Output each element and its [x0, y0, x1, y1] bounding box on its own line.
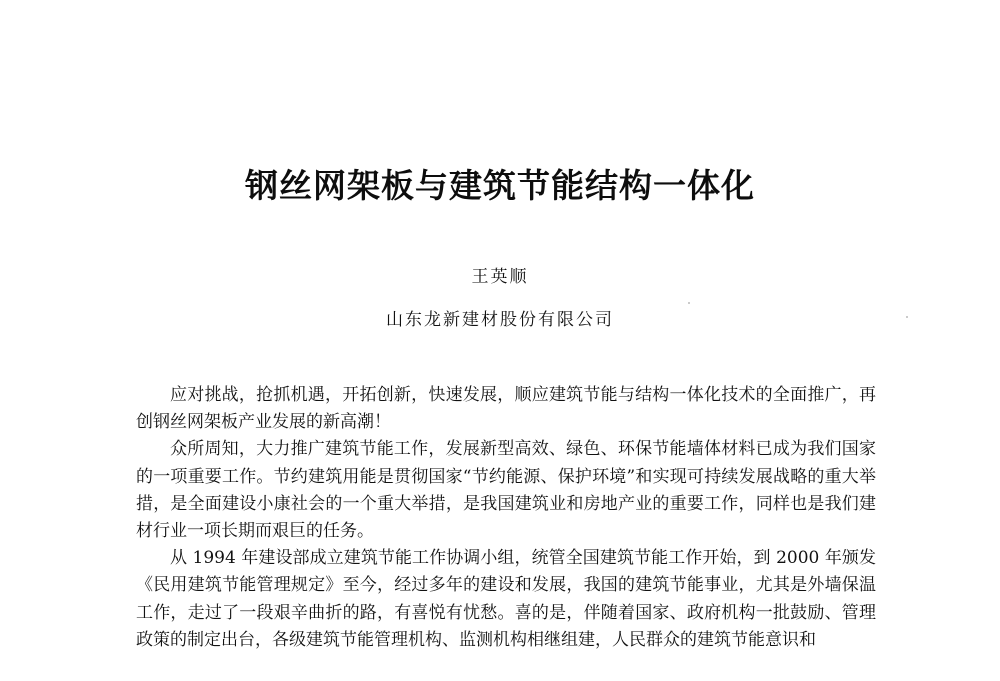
scan-speck: [906, 316, 908, 318]
author-affiliation: 山东龙新建材股份有限公司: [386, 310, 614, 330]
paragraph-1: 应对挑战，抢抓机遇，开拓创新，快速发展，顺应建筑节能与结构一体化技术的全面推广，再创钢丝网架板产业发展的新高潮！: [136, 385, 876, 433]
author-name: 王英顺: [471, 267, 529, 287]
body-text: [136, 382, 876, 654]
paragraph-3: 从 1994 年建设部成立建筑节能工作协调小组，统管全国建筑节能工作开始，到 2000 年颁发《民用建筑节能管理规定》至今，经过多年的建设和发展，我国的建筑节能事业，尤其是外墙保温工作，走过了一段艰辛曲折的路，有喜悦有忧愁。喜的是，伴随着国家、政府机构一批鼓励、管理政策的制定出台，各级建筑节能管理机构、监测机构相继组建，人民群众的建筑节能意识和: [136, 548, 876, 650]
paragraph-2: 众所周知，大力推广建筑节能工作，发展新型高效、绿色、环保节能墙体材料已成为我们国家的一项重要工作。节约建筑用能是贯彻国家“节约能源、保护环境”和实现可持续发展战略的重大举措，是全面建设小康社会的一个重大举措，是我国建筑业和房地产业的重要工作，同样也是我们建材行业一项长期而艰巨的任务。: [136, 439, 876, 542]
scan-speck: [688, 302, 690, 304]
document-title: 钢丝网架板与建筑节能结构一体化: [245, 166, 755, 205]
